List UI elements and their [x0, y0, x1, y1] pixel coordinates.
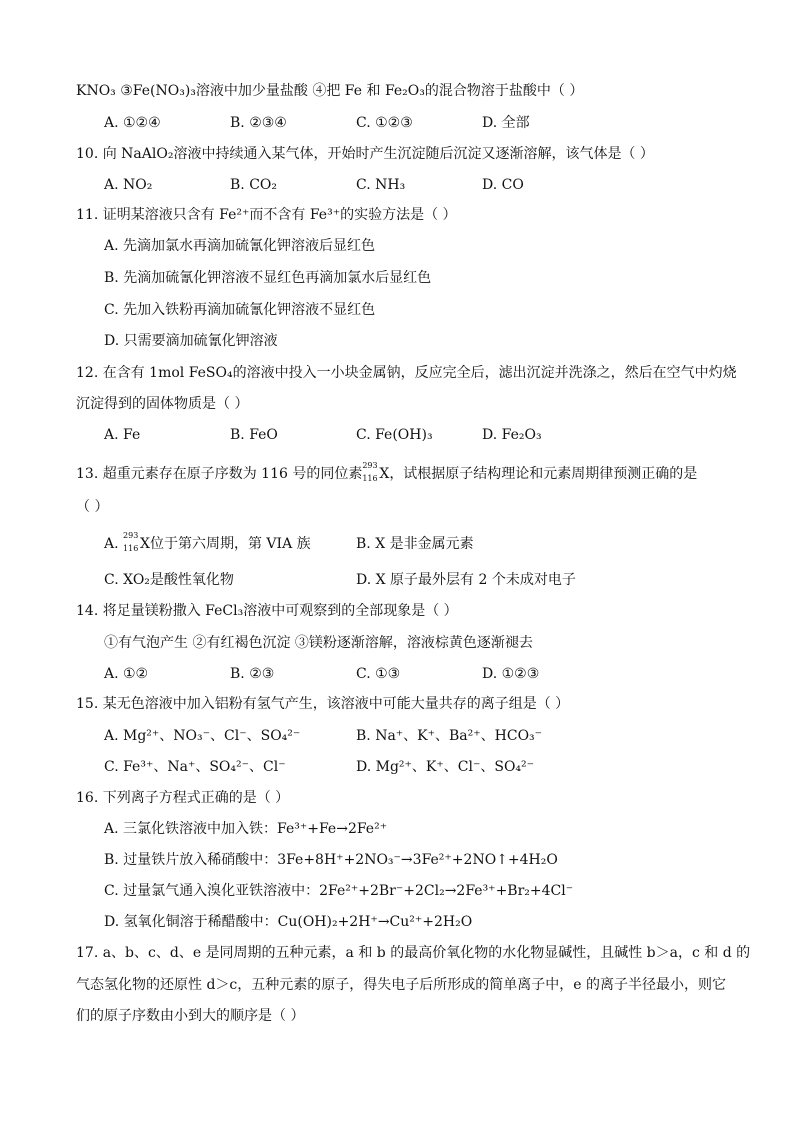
text-line: 15. 某无色溶液中加入铝粉有氢气产生，该溶液中可能大量共存的离子组是（ ）: [76, 696, 570, 712]
text-line: D. 氢氧化铜溶于稀醋酸中：Cu(OH)₂+2H⁺→Cu²⁺+2H₂O: [104, 914, 473, 930]
text-line: C. 先加入铁粉再滴加硫氰化钾溶液不显红色: [104, 302, 376, 318]
question-13-stem: [76, 461, 698, 483]
text-line: 17. a、b、c、d、e 是同周期的五种元素，a 和 b 的最高价氧化物的水化物显碱性，且碱性 b＞a，c 和 d 的: [76, 945, 751, 961]
element-symbol: X: [140, 536, 150, 552]
text-line: 11. 证明某溶液只含有 Fe²⁺而不含有 Fe³⁺的实验方法是（ ）: [76, 207, 457, 223]
option-text: 位于第六周期，第 VIA 族: [149, 536, 311, 552]
text-line: C. XO₂是酸性氧化物: [104, 572, 234, 588]
text-line: C. 过量氯气通入溴化亚铁溶液中：2Fe²⁺+2Br⁻+2Cl₂→2Fe³⁺+Br₂+4Cl⁻: [104, 883, 574, 899]
question-13-option-a: [104, 531, 311, 553]
text-line: A. ①②: [104, 666, 149, 682]
mass-number: 293: [362, 461, 378, 470]
text-line: 14. 将足量镁粉撒入 FeCl₃溶液中可观察到的全部现象是（ ）: [76, 603, 458, 619]
text-line: A. Fe: [104, 427, 141, 443]
text-line: D. Mg²⁺、K⁺、Cl⁻、SO₄²⁻: [356, 759, 535, 775]
text-line: （ ）: [76, 499, 109, 515]
text-line: C. Fe(OH)₃: [356, 427, 433, 443]
text-line: B. 过量铁片放入稀硝酸中：3Fe+8H⁺+2NO₃⁻→3Fe²⁺+2NO↑+4H₂O: [104, 852, 558, 868]
text-line: 12. 在含有 1mol FeSO₄的溶液中投入一小块金属钠，反应完全后，滤出沉淀并洗涤之，然后在空气中灼烧: [76, 365, 737, 381]
text-line: D. Fe₂O₃: [482, 427, 542, 443]
text-line: A. 三氯化铁溶液中加入铁：Fe³⁺+Fe→2Fe²⁺: [104, 821, 388, 837]
text-line: 沉淀得到的固体物质是（ ）: [76, 396, 249, 412]
nuclide-notation: [123, 531, 139, 553]
atomic-number: 116: [362, 474, 378, 483]
text-line: ①有气泡产生 ②有红褐色沉淀 ③镁粉逐渐溶解，溶液棕黄色逐渐褪去: [104, 635, 533, 651]
text-line: C. ①③: [356, 666, 401, 682]
text-line: A. Mg²⁺、NO₃⁻、Cl⁻、SO₄²⁻: [104, 728, 301, 744]
text-line: 10. 向 NaAlO₂溶液中持续通入某气体，开始时产生沉淀随后沉淀又逐渐溶解，该气体是（ ）: [76, 146, 654, 162]
element-symbol: X: [379, 466, 390, 482]
text-line: B. X 是非金属元素: [356, 536, 474, 552]
text-line: B. Na⁺、K⁺、Ba²⁺、HCO₃⁻: [356, 728, 543, 744]
text-line: D. 只需要滴加硫氰化钾溶液: [104, 333, 278, 349]
text-line: C. ①②③: [356, 115, 413, 131]
text-line: B. 先滴加硫氰化钾溶液不显红色再滴加氯水后显红色: [104, 270, 432, 286]
text-line: 16. 下列离子方程式正确的是（ ）: [76, 790, 290, 806]
text-line: A. 先滴加氯水再滴加硫氰化钾溶液后显红色: [104, 238, 376, 254]
text-line: C. Fe³⁺、Na⁺、SO₄²⁻、Cl⁻: [104, 759, 286, 775]
text-line: D. CO: [482, 177, 524, 193]
text-line: B. ②③: [230, 666, 275, 682]
atomic-number: 116: [123, 544, 139, 553]
text-line: 们的原子序数由小到大的顺序是（ ）: [76, 1008, 305, 1024]
mass-number: 293: [123, 531, 139, 540]
text-line: D. X 原子最外层有 2 个未成对电子: [356, 572, 576, 588]
text-line: A. NO₂: [104, 177, 153, 193]
q13-text-after: ，试根据原子结构理论和元素周期律预测正确的是: [389, 466, 698, 482]
option-label: A.: [104, 536, 119, 552]
text-line: D. ①②③: [482, 666, 540, 682]
q13-text-before: 13. 超重元素存在原子序数为 116 号的同位素: [76, 466, 363, 482]
text-line: 气态氢化物的还原性 d＞c，五种元素的原子，得失电子后所形成的简单离子中，e 的离子半径最小，则它: [76, 977, 726, 993]
nuclide-notation: [362, 461, 378, 483]
text-line: D. 全部: [482, 115, 530, 131]
text-line: A. ①②④: [104, 115, 161, 131]
text-line: B. CO₂: [230, 177, 277, 193]
text-line: C. NH₃: [356, 177, 406, 193]
text-line: B. ②③④: [230, 115, 287, 131]
text-line: B. FeO: [230, 427, 278, 443]
text-line: KNO₃ ③Fe(NO₃)₃溶液中加少量盐酸 ④把 Fe 和 Fe₂O₃的混合物溶于盐酸中（ ）: [76, 83, 584, 99]
